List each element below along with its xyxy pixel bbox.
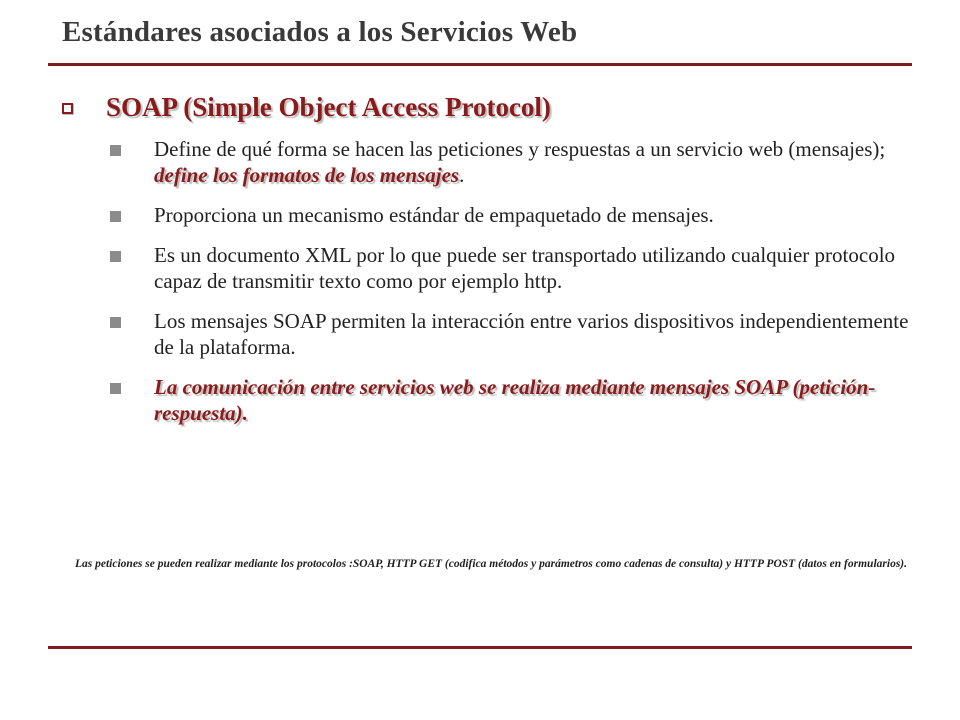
list-item-text — [154, 136, 910, 188]
list-item — [110, 374, 910, 426]
list-item — [110, 242, 910, 294]
section-heading — [62, 92, 551, 123]
square-bullet-icon — [110, 383, 121, 394]
slide-title: Estándares asociados a los Servicios Web — [62, 16, 578, 48]
square-bullet-icon — [110, 211, 121, 222]
list-item-text: Proporciona un mecanismo estándar de empaquetado de mensajes. — [154, 203, 714, 227]
list-item-emphasis: define los formatos de los mensajes — [154, 163, 460, 187]
title-divider — [48, 63, 912, 66]
bullet-list — [110, 136, 910, 440]
square-bullet-icon — [110, 145, 121, 156]
list-item-plain: Define de qué forma se hacen las peticiones y respuestas a un servicio web (mensajes); — [154, 137, 886, 161]
square-bullet-icon — [110, 251, 121, 262]
list-item-text: Los mensajes SOAP permiten la interacción entre varios dispositivos independientemente de la plataforma. — [154, 309, 909, 359]
list-item-text: La comunicación entre servicios web se realiza mediante mensajes SOAP (petición-respuesta). — [154, 375, 876, 425]
list-item — [110, 136, 910, 188]
square-bullet-icon — [110, 317, 121, 328]
list-item — [110, 308, 910, 360]
hollow-square-bullet-icon — [62, 103, 73, 114]
footer-divider — [48, 646, 912, 649]
section-heading-text: SOAP (Simple Object Access Protocol) — [106, 92, 551, 122]
list-item — [110, 202, 910, 228]
list-item-suffix: . — [459, 163, 465, 187]
footnote: Las peticiones se pueden realizar mediante los protocolos :SOAP, HTTP GET (codifica métodos y parámetros como cadenas de consulta) y HTTP POST (datos en formularios). — [75, 558, 907, 570]
list-item-text: Es un documento XML por lo que puede ser transportado utilizando cualquier protocolo capaz de transmitir texto como por ejemplo http. — [154, 243, 896, 293]
